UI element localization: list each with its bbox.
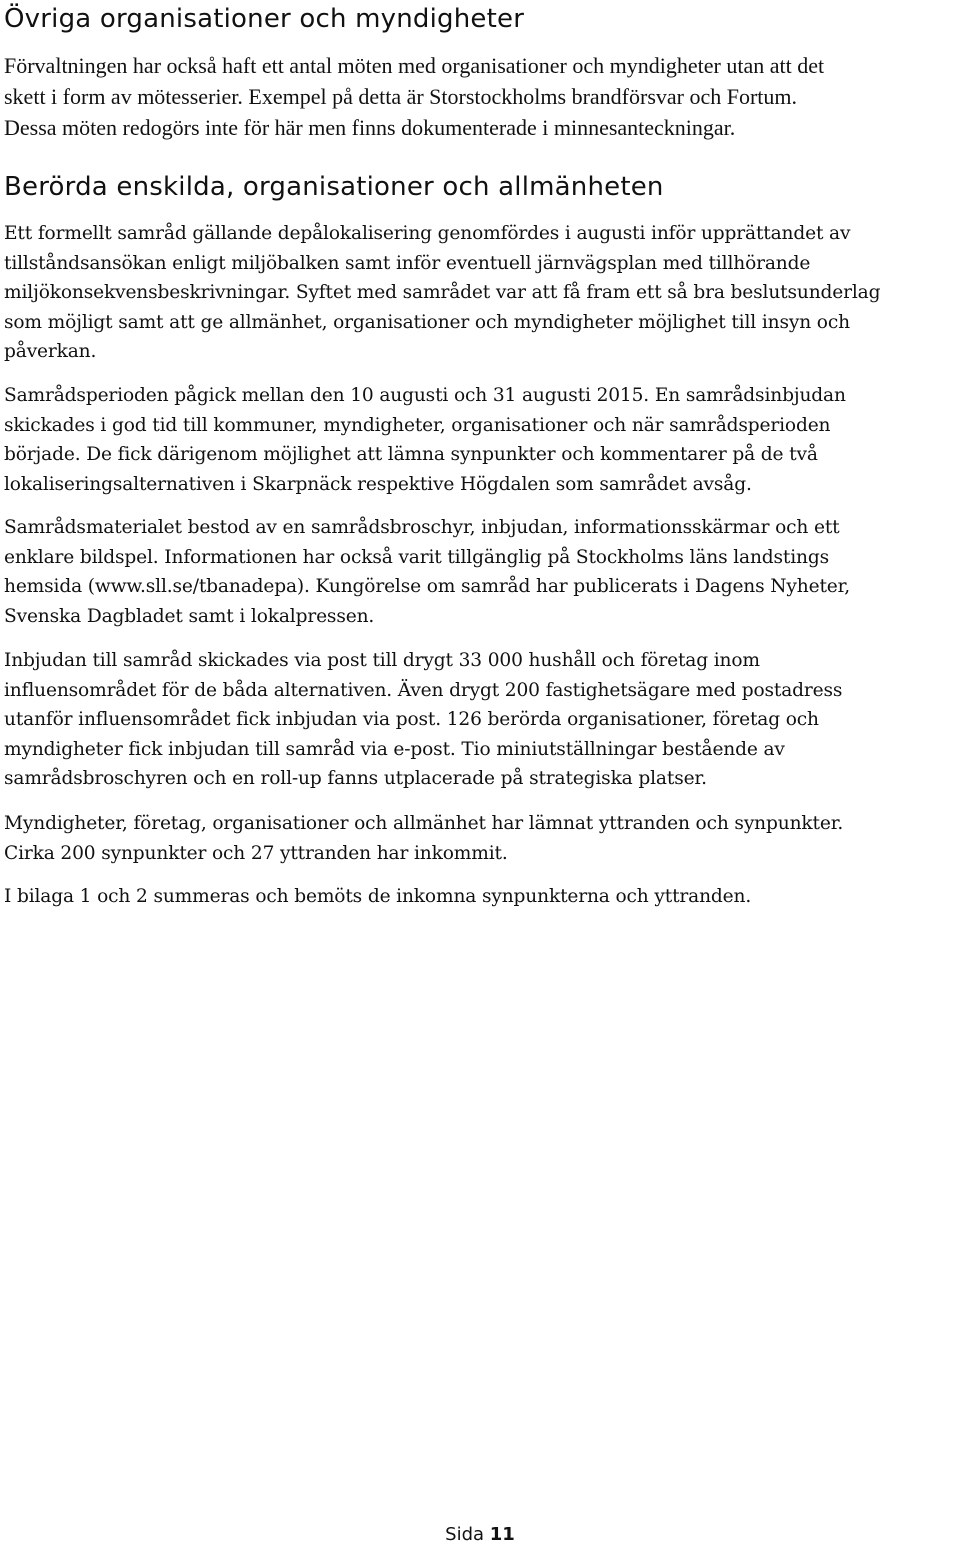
text-line: Inbjudan till samråd skickades via post till drygt 33 000 hushåll och företag inom bbox=[4, 650, 760, 671]
text-line: Cirka 200 synpunkter och 27 yttranden har inkommit. bbox=[4, 842, 508, 864]
text-line: började. De fick därigenom möjlighet att lämna synpunkter och kommentarer på de två bbox=[4, 444, 818, 465]
text-line: I bilaga 1 och 2 summeras och bemöts de inkomna synpunkterna och yttranden. bbox=[4, 886, 752, 907]
text-line: influensområdet för de båda alternativen. Även drygt 200 fastighetsägare med postadress bbox=[4, 679, 843, 701]
text-line: utanför influensområdet fick inbjudan via post. 126 berörda organisationer, företag och bbox=[4, 709, 819, 730]
text-line: Förvaltningen har också haft ett antal möten med organisationer och myndigheter utan att det bbox=[4, 53, 825, 78]
text-line: hemsida (www.sll.se/tbanadepa). Kungörelse om samråd har publicerats i Dagens Nyheter, bbox=[4, 576, 851, 597]
paragraph-berorda-5 bbox=[4, 809, 954, 868]
text-line: som möjligt samt att ge allmänhet, organisationer och myndigheter möjlighet till insyn och bbox=[4, 311, 850, 333]
text-line: skett i form av mötesserier. Exempel på detta är Storstockholms brandförsvar och Fortum. bbox=[4, 84, 798, 109]
text-line: Ett formellt samråd gällande depålokalisering genomfördes i augusti inför upprättandet av bbox=[4, 223, 851, 244]
paragraph-ovriga bbox=[4, 50, 954, 143]
paragraph-berorda-2 bbox=[4, 381, 954, 499]
paragraph-berorda-3 bbox=[4, 513, 954, 631]
text-line: påverkan. bbox=[4, 341, 97, 362]
text-line: Samrådsmaterialet bestod av en samrådsbroschyr, inbjudan, informationsskärmar och ett bbox=[4, 517, 840, 538]
paragraph-berorda-6 bbox=[4, 882, 954, 912]
text-line: Dessa möten redogörs inte för här men finns dokumenterade i minnesanteckningar. bbox=[4, 115, 736, 140]
paragraph-berorda-4 bbox=[4, 646, 954, 794]
paragraph-berorda-1 bbox=[4, 219, 954, 367]
section-heading-ovriga: Övriga organisationer och myndigheter bbox=[4, 4, 525, 34]
text-line: myndigheter fick inbjudan till samråd via e-post. Tio miniutställningar bestående av bbox=[4, 738, 785, 760]
text-line: Svenska Dagbladet samt i lokalpressen. bbox=[4, 605, 375, 627]
page-label: Sida bbox=[445, 1524, 485, 1545]
text-line: skickades i god tid till kommuner, myndigheter, organisationer och när samrådsperioden bbox=[4, 414, 831, 436]
text-line: tillståndsansökan enligt miljöbalken samt inför eventuell järnvägsplan med tillhörande bbox=[4, 252, 811, 274]
text-line: miljökonsekvensbeskrivningar. Syftet med samrådet var att få fram ett så bra beslutsunderlag bbox=[4, 282, 881, 303]
text-line: Samrådsperioden pågick mellan den 10 augusti och 31 augusti 2015. En samrådsinbjudan bbox=[4, 385, 846, 406]
section-heading-berorda: Berörda enskilda, organisationer och allmänheten bbox=[4, 172, 664, 202]
page-footer bbox=[0, 1524, 960, 1546]
text-line: enklare bildspel. Informationen har också varit tillgänglig på Stockholms läns landstings bbox=[4, 546, 830, 568]
page-number: 11 bbox=[489, 1524, 515, 1545]
text-line: samrådsbroschyren och en roll-up fanns utplacerade på strategiska platser. bbox=[4, 768, 707, 789]
text-line: lokaliseringsalternativen i Skarpnäck respektive Högdalen som samrådet avsåg. bbox=[4, 473, 752, 495]
text-line: Myndigheter, företag, organisationer och allmänhet har lämnat yttranden och synpunkter. bbox=[4, 813, 844, 834]
